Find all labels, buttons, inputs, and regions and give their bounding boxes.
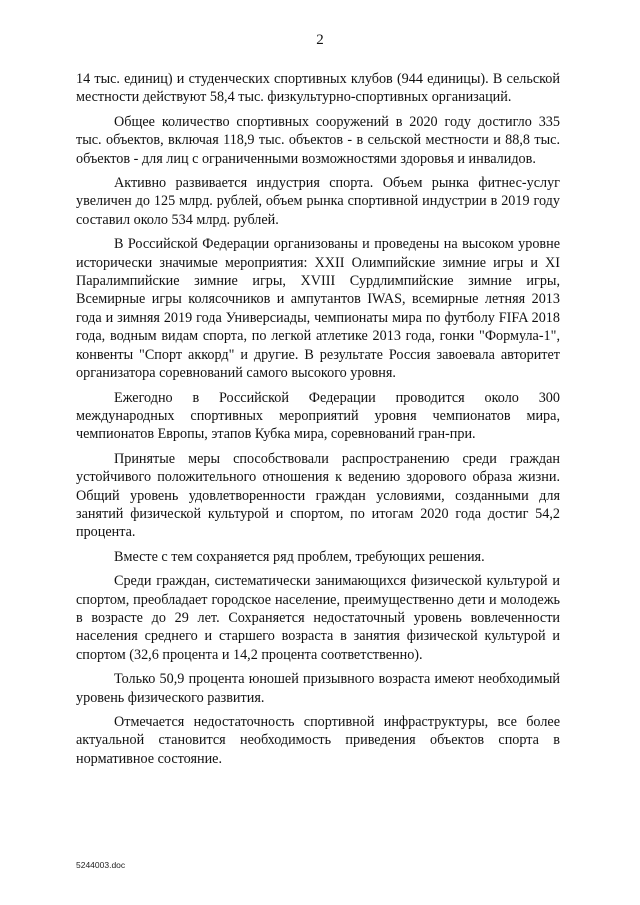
paragraph-9: Только 50,9 процента юношей призывного возраста имеют необходимый уровень физического развития. (76, 671, 560, 706)
paragraph-6: Принятые меры способствовали распространению среди граждан устойчивого положительного отношения к ведению здорового образа жизни. Общий уровень удовлетворенности граждан условиями, созданными для занятий физической культурой и спортом, по итогам 2020 года достиг 54,2 процента. (76, 450, 560, 541)
paragraph-1: 14 тыс. единиц) и студенческих спортивных клубов (944 единицы). В сельской местности действуют 58,4 тыс. физкультурно-спортивных организаций. (76, 71, 560, 106)
paragraph-2: Общее количество спортивных сооружений в 2020 году достигло 335 тыс. объектов, включая 118,9 тыс. объектов - в сельской местности и 88,8 тыс. объектов - для лиц с ограниченными возможностями здоровья и инвалидов. (76, 113, 560, 167)
paragraph-4: В Российской Федерации организованы и проведены на высоком уровне исторически значимые мероприятия: XXII Олимпийские зимние игры и XI Паралимпийские зимние игры, XVIII Сурдлимпийские зимние игры, Всемирные игры колясочников и ампутантов IWAS, всемирные летняя 2013 года и зимняя 2019 года Универсиады, чемпионаты мира по футболу FIFA 2018 года, водным видам спорта, по легкой атлетике 2013 года, гонки "Формула-1", конвенты "Спорт аккорд" и другие. В результате Россия завоевала авторитет организатора соревнований самого высокого уровня. (76, 236, 560, 382)
paragraph-8: Среди граждан, систематически занимающихся физической культурой и спортом, преобладает городское население, преимущественно дети и молодежь в возрасте до 29 лет. Сохраняется недостаточный уровень вовлеченности населения среднего и старшего возраста в занятия физической культурой и спортом (32,6 процента и 14,2 процента соответственно). (76, 573, 560, 663)
paragraph-3: Активно развивается индустрия спорта. Объем рынка фитнес-услуг увеличен до 125 млрд. рублей, объем рынка спортивной индустрии в 2019 году составил около 534 млрд. рублей. (76, 175, 560, 228)
document-body (76, 70, 560, 768)
paragraph-7: Вместе с тем сохраняется ряд проблем, требующих решения. (114, 548, 485, 565)
paragraph-10: Отмечается недостаточность спортивной инфраструктуры, все более актуальной становится необходимость приведения объектов спорта в нормативное состояние. (76, 714, 560, 767)
footer-doc-id: 5244003.doc (76, 860, 126, 870)
page-number: 2 (316, 32, 324, 48)
paragraph-5: Ежегодно в Российской Федерации проводится около 300 международных спортивных мероприятий уровня чемпионатов мира, чемпионатов Европы, этапов Кубка мира, соревнований гран-при. (76, 389, 560, 443)
